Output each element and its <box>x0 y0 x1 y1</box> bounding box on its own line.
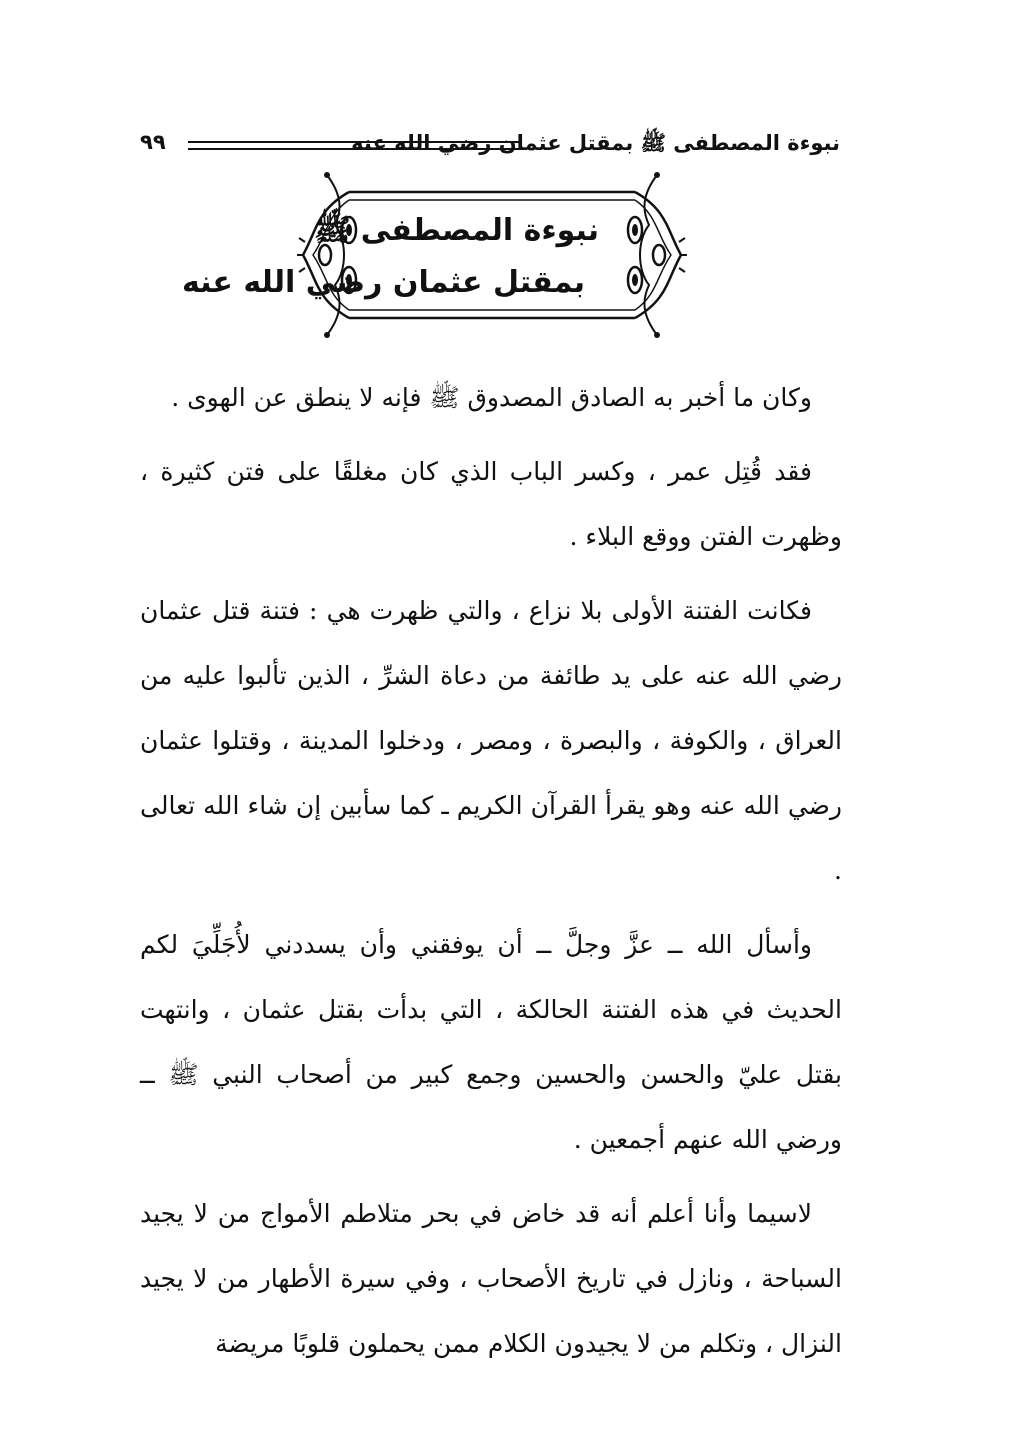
paragraph-3: فكانت الفتنة الأولى بلا نزاع ، والتي ظهرت هي : فتنة قتل عثمان رضي الله عنه على يد طائفة من دعاة الشرِّ ، الذين تألبوا عليه من العراق ، والكوفة ، والبصرة ، ومصر ، ودخلوا المدينة ، وقتلوا عثمان رضي الله عنه وهو يقرأ القرآن الكريم ـ كما سأبين إن شاء الله تعالى . <box>140 596 842 885</box>
chapter-title-line-1: نبوءة المصطفى ﷺ <box>314 213 599 248</box>
body-text <box>140 365 842 1385</box>
chapter-title-frame <box>181 170 687 340</box>
page-number: ٩٩ <box>140 130 166 154</box>
paragraph-5: لاسيما وأنا أعلم أنه قد خاض في بحر متلاطم الأمواج من لا يجيد السباحة ، ونازل في تاريخ الأصحاب ، وفي سيرة الأطهار من لا يجيد النزال ، وتكلم من لا يجيدون الكلام ممن يحملون قلوبًا مريضة <box>140 1199 842 1358</box>
ornamental-frame-icon <box>297 170 687 340</box>
paragraph-2: فقد قُتِل عمر ، وكسر الباب الذي كان مغلقًا على فتن كثيرة ، وظهرت الفتن ووقع البلاء . <box>140 457 842 551</box>
header-rule <box>188 141 522 150</box>
paragraph-1: وكان ما أخبر به الصادق المصدوق ﷺ فإنه لا ينطق عن الهوى . <box>171 383 812 412</box>
running-header <box>140 128 840 164</box>
chapter-title-line-2: بمقتل عثمان رضي الله عنه <box>181 265 585 300</box>
running-header-title: نبوءة المصطفى ﷺ بمقتل عثمان رضي الله عنه <box>351 131 840 155</box>
paragraph-4: وأسأل الله ــ عزَّ وجلَّ ــ أن يوفقني وأن يسددني لأُجَلِّيَ لكم الحديث في هذه الفتنة الحالكة ، التي بدأت بقتل عثمان ، وانتهت بقتل عليّ والحسن والحسين وجمع كبير من أصحاب النبي ﷺ ــ ورضي الله عنهم أجمعين . <box>140 930 842 1154</box>
